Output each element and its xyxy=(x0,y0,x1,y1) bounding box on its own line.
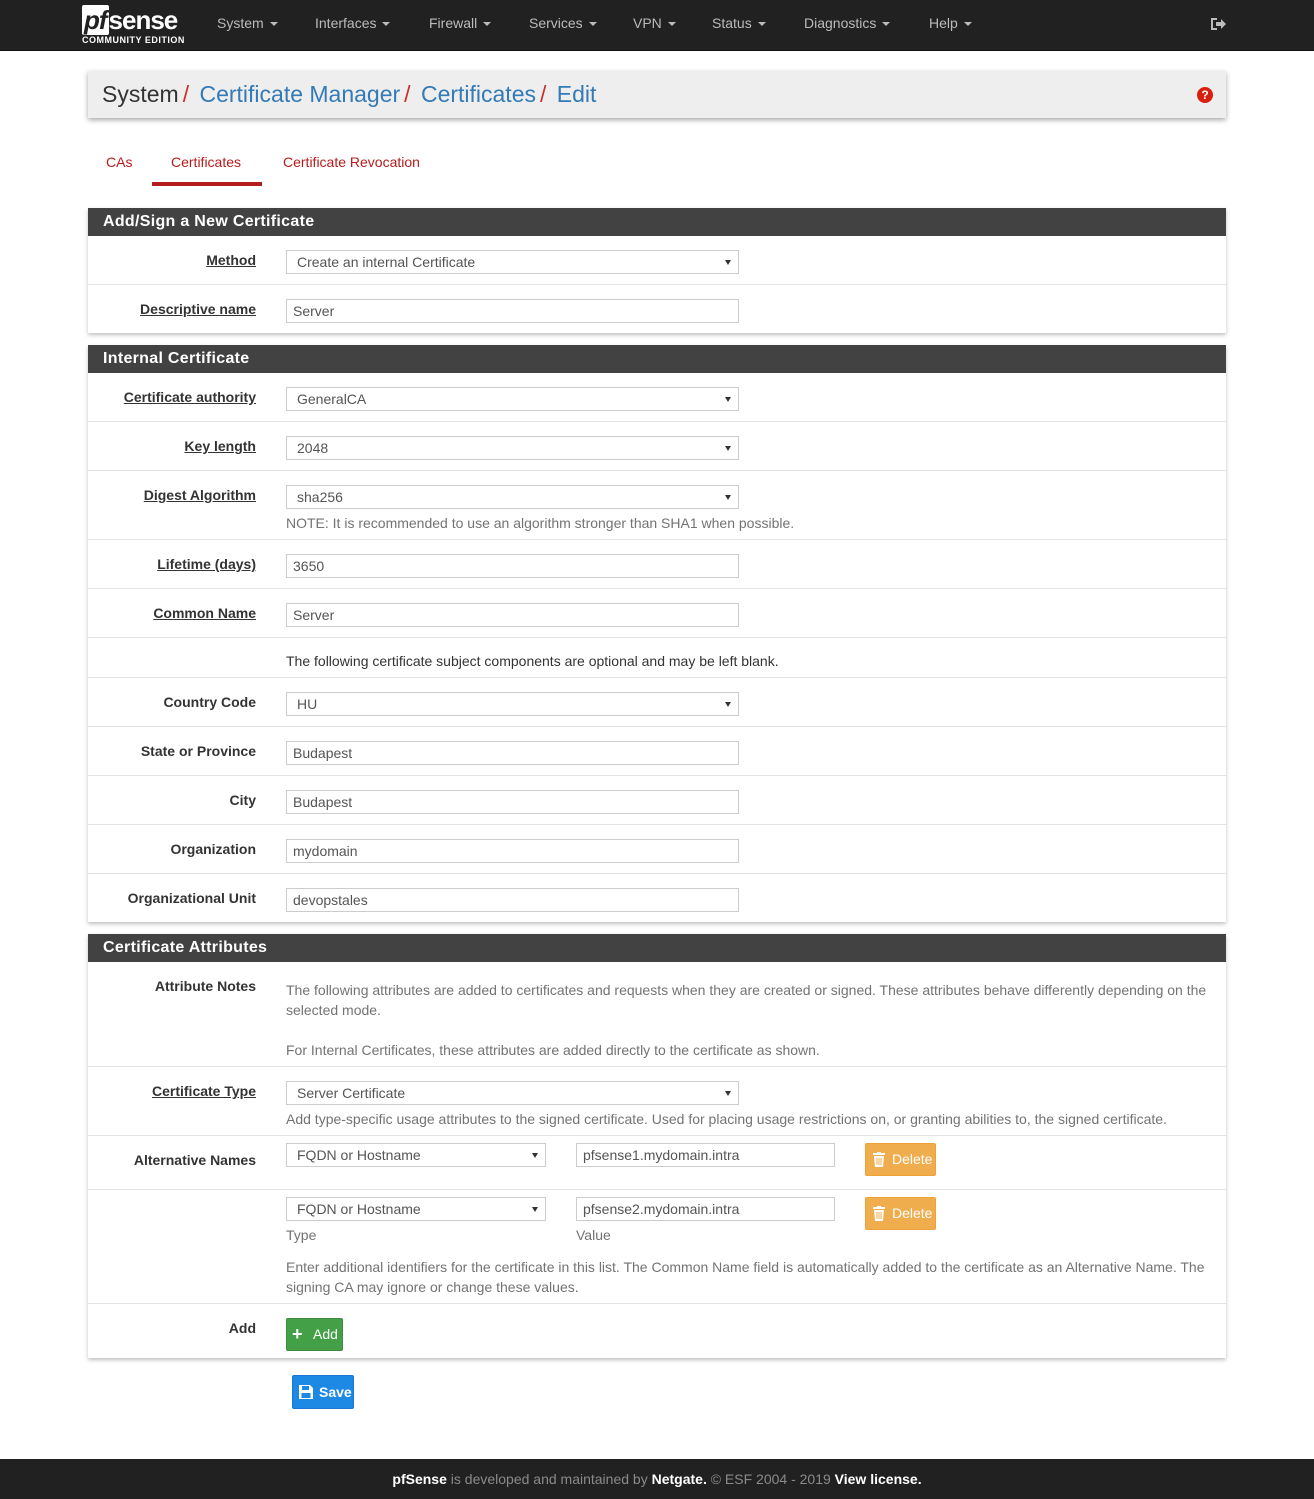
caret-down-icon xyxy=(382,22,390,26)
alt-names-help-line1: Enter additional identifiers for the certificate in this list. The Common Name field is automatically added to the certificate as an Alternative Name. The xyxy=(286,1259,1205,1275)
certificate-type-label: Certificate Type xyxy=(152,1083,256,1099)
breadcrumb xyxy=(88,71,1226,118)
footer-company-link[interactable]: Netgate. xyxy=(651,1471,707,1487)
method-select[interactable]: Create an internal Certificate xyxy=(286,250,739,274)
descriptive-name-input[interactable]: Server xyxy=(286,299,739,323)
add-label: Add xyxy=(228,1320,256,1336)
alt-name-value-input[interactable]: pfsense2.mydomain.intra xyxy=(576,1197,835,1221)
nav-services[interactable]: Services xyxy=(529,15,597,31)
descriptive-name-label: Descriptive name xyxy=(140,301,256,317)
delete-button[interactable]: Delete xyxy=(865,1143,936,1176)
panel-title: Internal Certificate xyxy=(88,345,1226,373)
chevron-down-icon xyxy=(532,1153,538,1158)
method-label: Method xyxy=(206,252,256,268)
footer-text1: is developed and maintained by xyxy=(446,1471,652,1487)
breadcrumb-edit[interactable]: Edit xyxy=(556,81,597,107)
common-name-label: Common Name xyxy=(153,605,256,621)
attribute-notes-label: Attribute Notes xyxy=(154,978,256,994)
top-navbar xyxy=(0,0,1314,51)
digest-algorithm-label: Digest Algorithm xyxy=(143,487,256,503)
key-length-select[interactable]: 2048 xyxy=(286,436,739,460)
value-caption: Value xyxy=(576,1227,611,1243)
certificate-authority-select[interactable]: GeneralCA xyxy=(286,387,739,411)
chevron-down-icon xyxy=(725,702,731,707)
pfsense-logo[interactable] xyxy=(82,5,192,47)
caret-down-icon xyxy=(483,22,491,26)
key-length-label: Key length xyxy=(184,438,256,454)
nav-system[interactable]: System xyxy=(217,15,278,31)
caret-down-icon xyxy=(589,22,597,26)
chevron-down-icon xyxy=(725,260,731,265)
alternative-names-label: Alternative Names xyxy=(133,1152,256,1168)
alt-name-type-select[interactable]: FQDN or Hostname xyxy=(286,1143,546,1167)
country-code-select[interactable]: HU xyxy=(286,692,739,716)
digest-algorithm-help: NOTE: It is recommended to use an algorithm stronger than SHA1 when possible. xyxy=(286,515,795,531)
chevron-down-icon xyxy=(725,446,731,451)
active-tab-indicator xyxy=(152,182,262,186)
lifetime-input[interactable]: 3650 xyxy=(286,554,739,578)
tab-certificates[interactable]: Certificates xyxy=(171,154,242,170)
footer-license-link[interactable]: View license. xyxy=(834,1471,922,1487)
chevron-down-icon xyxy=(725,1091,731,1096)
question-circle-icon[interactable]: ? xyxy=(1197,87,1213,103)
type-caption: Type xyxy=(286,1227,317,1243)
breadcrumb-certificates[interactable]: Certificates xyxy=(420,81,536,107)
nav-help[interactable]: Help xyxy=(929,15,972,31)
certificate-type-help: Add type-specific usage attributes to the signed certificate. Used for placing usage restrictions on, or granting abilities to, the signed certificate. xyxy=(286,1111,1167,1127)
organization-label: Organization xyxy=(170,841,256,857)
attribute-notes-line1: The following attributes are added to certificates and requests when they are created or signed. These attributes behave differently depending on the xyxy=(286,982,1207,998)
panel-internal-certificate xyxy=(88,345,1226,922)
floppy-disk-icon xyxy=(299,1385,313,1399)
caret-down-icon xyxy=(270,22,278,26)
certificate-type-select[interactable]: Server Certificate xyxy=(286,1081,739,1105)
panel-add-sign xyxy=(88,208,1226,333)
panel-title: Add/Sign a New Certificate xyxy=(88,208,1226,236)
tab-cas[interactable]: CAs xyxy=(106,154,133,170)
footer-text2: © ESF 2004 - 2019 xyxy=(706,1471,835,1487)
certificate-authority-label: Certificate authority xyxy=(123,389,256,405)
panel-title: Certificate Attributes xyxy=(88,934,1226,962)
organizational-unit-label: Organizational Unit xyxy=(127,890,256,906)
logo-text: pfsense xyxy=(84,5,178,35)
breadcrumb-certificate-manager[interactable]: Certificate Manager xyxy=(199,81,401,107)
delete-button[interactable]: Delete xyxy=(865,1197,936,1230)
caret-down-icon xyxy=(964,22,972,26)
digest-algorithm-select[interactable]: sha256 xyxy=(286,485,739,509)
organization-input[interactable]: mydomain xyxy=(286,839,739,863)
nav-firewall[interactable]: Firewall xyxy=(429,15,491,31)
alt-name-value-input[interactable]: pfsense1.mydomain.intra xyxy=(576,1143,835,1167)
chevron-down-icon xyxy=(725,495,731,500)
panel-certificate-attributes xyxy=(88,934,1226,1358)
attribute-notes-line2: selected mode. xyxy=(286,1002,381,1018)
breadcrumb-separator: / xyxy=(182,81,190,107)
state-input[interactable]: Budapest xyxy=(286,741,739,765)
footer xyxy=(0,1459,1314,1499)
plus-icon: + xyxy=(292,1324,303,1344)
city-label: City xyxy=(229,792,256,808)
nav-status[interactable]: Status xyxy=(712,15,766,31)
trash-icon xyxy=(873,1152,885,1167)
breadcrumb-separator: / xyxy=(540,81,547,107)
state-label: State or Province xyxy=(140,743,256,759)
add-alt-name-button[interactable]: + Add xyxy=(286,1318,343,1351)
attribute-notes-line3: For Internal Certificates, these attributes are added directly to the certificate as shown. xyxy=(286,1042,820,1058)
caret-down-icon xyxy=(882,22,890,26)
alt-name-type-select[interactable]: FQDN or Hostname xyxy=(286,1197,546,1221)
nav-diagnostics[interactable]: Diagnostics xyxy=(804,15,890,31)
save-button[interactable]: Save xyxy=(292,1375,354,1409)
country-code-label: Country Code xyxy=(163,694,256,710)
caret-down-icon xyxy=(758,22,766,26)
common-name-input[interactable]: Server xyxy=(286,603,739,627)
sign-out-icon[interactable] xyxy=(1209,15,1227,33)
city-input[interactable]: Budapest xyxy=(286,790,739,814)
chevron-down-icon xyxy=(532,1207,538,1212)
footer-product: pfSense xyxy=(392,1471,447,1487)
nav-interfaces[interactable]: Interfaces xyxy=(315,15,390,31)
nav-vpn[interactable]: VPN xyxy=(633,15,676,31)
trash-icon xyxy=(873,1206,885,1221)
optional-components-note: The following certificate subject components are optional and may be left blank. xyxy=(286,653,779,669)
organizational-unit-input[interactable]: devopstales xyxy=(286,888,739,912)
breadcrumb-system: System xyxy=(102,81,179,107)
tab-certificate-revocation[interactable]: Certificate Revocation xyxy=(283,154,420,170)
logo-edition: COMMUNITY EDITION xyxy=(82,35,185,45)
lifetime-label: Lifetime (days) xyxy=(157,556,256,572)
breadcrumb-separator: / xyxy=(404,81,411,107)
caret-down-icon xyxy=(668,22,676,26)
alt-names-help-line2: signing CA may ignore or change these values. xyxy=(286,1279,579,1295)
chevron-down-icon xyxy=(725,397,731,402)
